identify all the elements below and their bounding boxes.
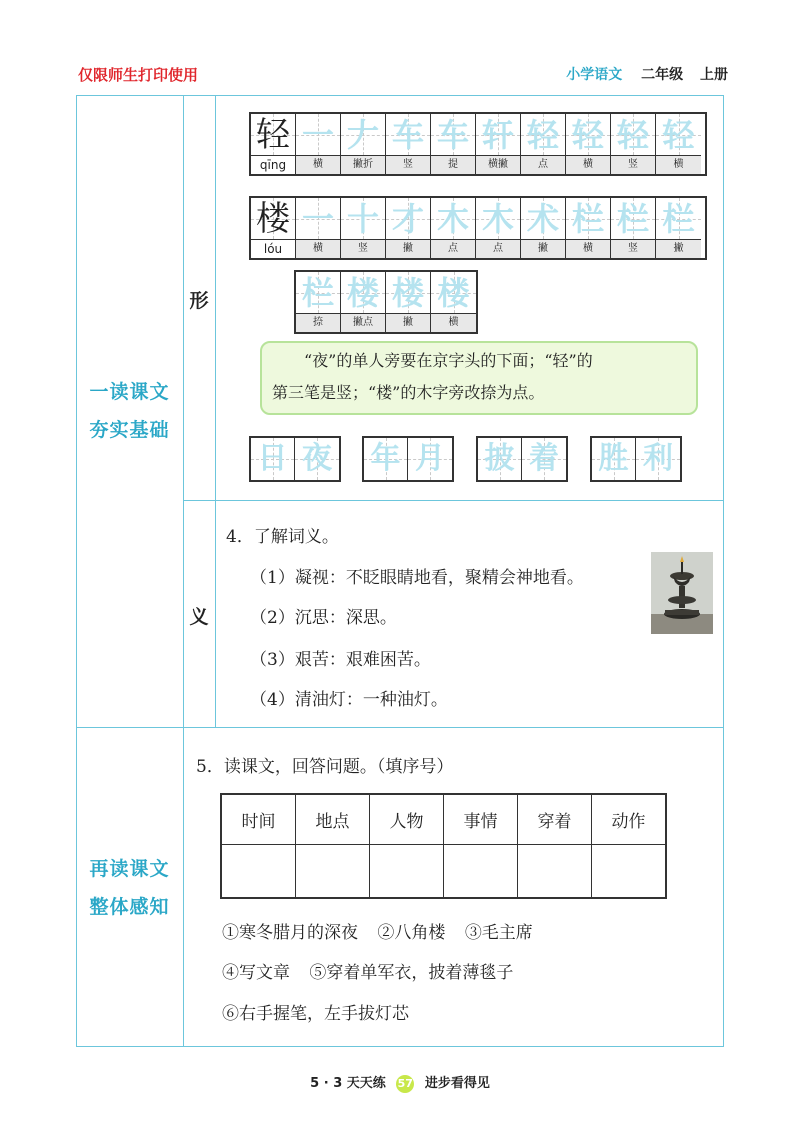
tip-line-1: “夜”的单人旁要在京字头的下面；“轻”的 (304, 351, 593, 370)
definition-item: （4）清油灯：一种油灯。 (250, 690, 448, 710)
answer-cell[interactable] (518, 845, 592, 899)
option-6: ⑥右手握笔，左手拔灯芯 (222, 1004, 409, 1024)
stroke-cell: 栏 横 (566, 198, 611, 258)
stroke-cell: 术 撇 (521, 198, 566, 258)
tip-line-2: 第三笔是竖；“楼”的木字旁改捺为点。 (272, 383, 545, 402)
answer-cell[interactable] (444, 845, 518, 899)
header-time: 时间 (221, 794, 296, 845)
page-footer (0, 1072, 800, 1093)
option-2: ②八角楼 (377, 923, 446, 943)
answer-cell[interactable] (296, 845, 370, 899)
options-row-2 (222, 958, 527, 983)
subject-label: 小学语文 (566, 67, 623, 83)
stroke-cell: 栏 捺 (296, 272, 341, 332)
answer-cell[interactable] (370, 845, 444, 899)
stroke-cell: 轩 横撇 (476, 114, 521, 174)
stroke-cell-main: 轻 qīng (251, 114, 296, 174)
definition-item: （3）艰苦：艰难困苦。 (250, 650, 431, 670)
stroke-cell: 才 撇 (386, 198, 431, 258)
option-4: ④写文章 (222, 963, 290, 983)
definition-item: （2）沉思：深思。 (250, 608, 397, 628)
answer-cell[interactable] (592, 845, 667, 899)
question-4-title: 4．了解词义。 (226, 527, 339, 547)
stroke-cell: 栏 撇 (656, 198, 701, 258)
divider-xing-yi (183, 500, 724, 501)
footer-brand: 5 · 3 天天练 (310, 1076, 386, 1091)
stroke-cell: 楼 横 (431, 272, 476, 332)
definition-item: （1）凝视：不眨眼睛地看，聚精会神地看。 (250, 568, 584, 588)
page-number: 57 (396, 1075, 414, 1093)
grade-label: 二年级 (641, 67, 684, 83)
word-pair-riye: 日 夜 (249, 436, 341, 482)
stroke-cell: 𠂇 撇折 (341, 114, 386, 174)
option-5: ⑤穿着单军衣，披着薄毯子 (309, 963, 514, 983)
stroke-cell: 车 竖 (386, 114, 431, 174)
xing-label: 形 (189, 290, 209, 312)
print-notice: 仅限师生打印使用 (78, 66, 199, 84)
yi-label: 义 (189, 606, 209, 628)
oil-lamp-picture (651, 552, 713, 634)
stroke-cell: 一 横 (296, 114, 341, 174)
header-place: 地点 (296, 794, 370, 845)
divider-left (183, 95, 184, 1047)
stroke-cell: 轻 点 (521, 114, 566, 174)
term-label: 上册 (700, 67, 728, 83)
answer-row[interactable] (221, 845, 666, 899)
answer-table (220, 793, 667, 899)
stroke-grid-lou (249, 196, 707, 260)
stroke-grid-qing (249, 112, 707, 176)
word-pair-nianyue: 年 月 (362, 436, 454, 482)
stroke-cell-main: 楼 lóu (251, 198, 296, 258)
header-person: 人物 (370, 794, 444, 845)
stroke-cell: 一 横 (296, 198, 341, 258)
header-clothes: 穿着 (518, 794, 592, 845)
section-first-label: 一读课文 夯实基础 (89, 381, 170, 441)
stroke-cell: 十 竖 (341, 198, 386, 258)
stroke-cell: 栏 竖 (611, 198, 656, 258)
stroke-cell: 车 提 (431, 114, 476, 174)
book-info (566, 64, 728, 84)
option-3: ③毛主席 (464, 923, 533, 943)
answer-cell[interactable] (221, 845, 296, 899)
stroke-cell: 木 点 (431, 198, 476, 258)
writing-tip (260, 341, 698, 415)
stroke-cell: 轻 横 (566, 114, 611, 174)
section-second-label: 再读课文 整体感知 (89, 858, 170, 918)
stroke-cell: 楼 撇 (386, 272, 431, 332)
header-event: 事情 (444, 794, 518, 845)
options-row-3 (222, 999, 423, 1024)
header-action: 动作 (592, 794, 667, 845)
stroke-cell: 木 点 (476, 198, 521, 258)
option-1: ①寒冬腊月的深夜 (222, 923, 358, 943)
stroke-cell: 楼 撇点 (341, 272, 386, 332)
divider-sub (215, 95, 216, 727)
word-pair-pizhe: 披 着 (476, 436, 568, 482)
divider-sections (76, 727, 724, 728)
stroke-cell: 轻 横 (656, 114, 701, 174)
footer-slogan: 进步看得见 (424, 1076, 490, 1091)
table-header-row (221, 794, 666, 845)
options-row-1 (222, 918, 547, 943)
question-5-title: 5．读课文，回答问题。（填序号） (196, 757, 454, 777)
stroke-cell: 轻 竖 (611, 114, 656, 174)
word-pair-shengli: 胜 利 (590, 436, 682, 482)
stroke-grid-lou-continued (294, 270, 478, 334)
